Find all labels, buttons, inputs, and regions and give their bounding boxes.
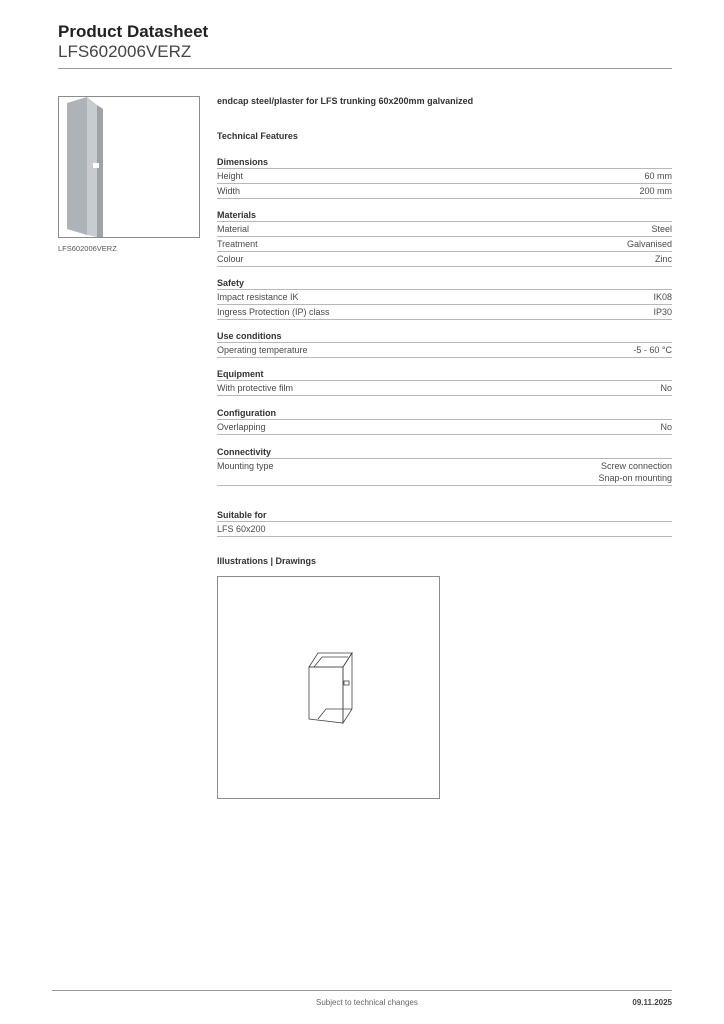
spec-label: With protective film [217,383,294,393]
endcap-drawing-icon [218,577,439,798]
spec-value: Steel [651,224,672,234]
section-title: Connectivity [217,446,672,459]
spec-row [217,343,672,358]
spec-row [217,305,672,320]
spec-label: Material [217,224,250,234]
spec-label: Colour [217,254,244,264]
spec-label: Impact resistance IK [217,292,299,302]
section-safety [217,277,672,320]
spec-row [217,184,672,199]
spec-row [217,169,672,184]
footer-divider [52,990,672,991]
spec-row [217,381,672,396]
spec-row [217,420,672,435]
section-title: Dimensions [217,156,672,169]
spec-value: -5 - 60 °C [633,345,672,355]
spec-value: Galvanised [626,239,672,249]
page-title: Product Datasheet [58,22,209,41]
section-title: Safety [217,277,672,290]
spec-row [217,252,672,267]
product-drawing [217,576,440,799]
spec-label: Mounting type [217,461,274,471]
footer-note: Subject to technical changes [316,998,418,1007]
section-title: Equipment [217,368,672,381]
section-dimensions [217,156,672,199]
spec-value: 60 mm [644,171,672,181]
spec-label: Ingress Protection (IP) class [217,307,330,317]
spec-value-line: Snap-on mounting [598,473,672,483]
section-title: Materials [217,209,672,222]
spec-label: Operating temperature [217,345,308,355]
spec-row [217,290,672,305]
footer-date: 09.11.2025 [632,998,672,1007]
spec-label: Height [217,171,244,181]
spec-label: Treatment [217,239,258,249]
spec-value [598,460,672,484]
spec-value-line: Screw connection [600,461,672,471]
section-connectivity [217,446,672,486]
spec-label: LFS 60x200 [217,524,266,534]
section-materials [217,209,672,267]
spec-value: No [660,383,672,393]
spec-value: 200 mm [639,186,672,196]
product-description: endcap steel/plaster for LFS trunking 60x200mm galvanized [217,96,474,106]
illustrations-heading: Illustrations | Drawings [217,556,317,566]
spec-value: No [660,422,672,432]
article-number: LFS602006VERZ [58,42,192,61]
spec-row [217,222,672,237]
technical-features-heading: Technical Features [217,131,298,141]
section-use-conditions [217,330,672,358]
section-title: Configuration [217,407,672,420]
header-divider [58,68,672,69]
spec-value: Zinc [654,254,672,264]
endcap-photo-icon [59,97,199,237]
photo-caption: LFS602006VERZ [58,244,117,253]
spec-row [217,522,672,537]
product-photo [58,96,200,238]
spec-label: Overlapping [217,422,266,432]
page-header [58,22,208,62]
section-equipment [217,368,672,396]
spec-value: IK08 [653,292,672,302]
section-suitable-for [217,509,672,537]
spec-label: Width [217,186,241,196]
section-title: Suitable for [217,509,672,522]
spec-row [217,459,672,486]
section-configuration [217,407,672,435]
spec-value: IP30 [653,307,672,317]
section-title: Use conditions [217,330,672,343]
spec-row [217,237,672,252]
